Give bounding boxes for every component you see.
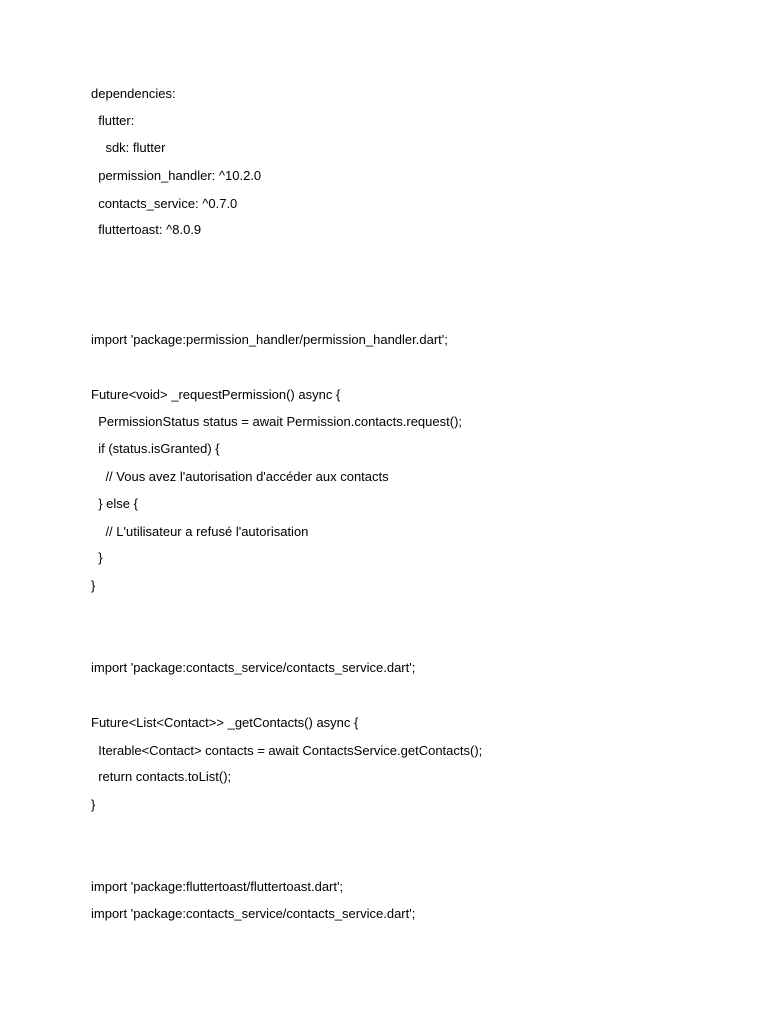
code-line: flutter:	[91, 113, 135, 128]
code-line: return contacts.toList();	[91, 769, 232, 784]
code-line: sdk: flutter	[91, 140, 166, 155]
code-line: import 'package:contacts_service/contacts_service.dart';	[91, 906, 416, 921]
code-line: }	[91, 578, 96, 593]
code-line: import 'package:fluttertoast/fluttertoast.dart';	[91, 879, 344, 894]
code-line: Iterable<Contact> contacts = await ContactsService.getContacts();	[91, 743, 483, 758]
code-line: import 'package:contacts_service/contacts_service.dart';	[91, 660, 416, 675]
code-line: dependencies:	[91, 86, 176, 101]
code-line: contacts_service: ^0.7.0	[91, 196, 238, 211]
code-line: import 'package:permission_handler/permission_handler.dart';	[91, 332, 448, 347]
code-line: }	[91, 797, 96, 812]
code-line: // Vous avez l'autorisation d'accéder aux contacts	[91, 469, 389, 484]
code-line: // L'utilisateur a refusé l'autorisation	[91, 524, 309, 539]
code-line: } else {	[91, 496, 138, 511]
code-line: if (status.isGranted) {	[91, 441, 220, 456]
code-line: Future<List<Contact>> _getContacts() async {	[91, 715, 359, 730]
code-line: permission_handler: ^10.2.0	[91, 168, 262, 183]
code-line: }	[91, 550, 103, 565]
code-line: fluttertoast: ^8.0.9	[91, 222, 202, 237]
code-line: PermissionStatus status = await Permission.contacts.request();	[91, 414, 463, 429]
code-line: Future<void> _requestPermission() async {	[91, 387, 341, 402]
